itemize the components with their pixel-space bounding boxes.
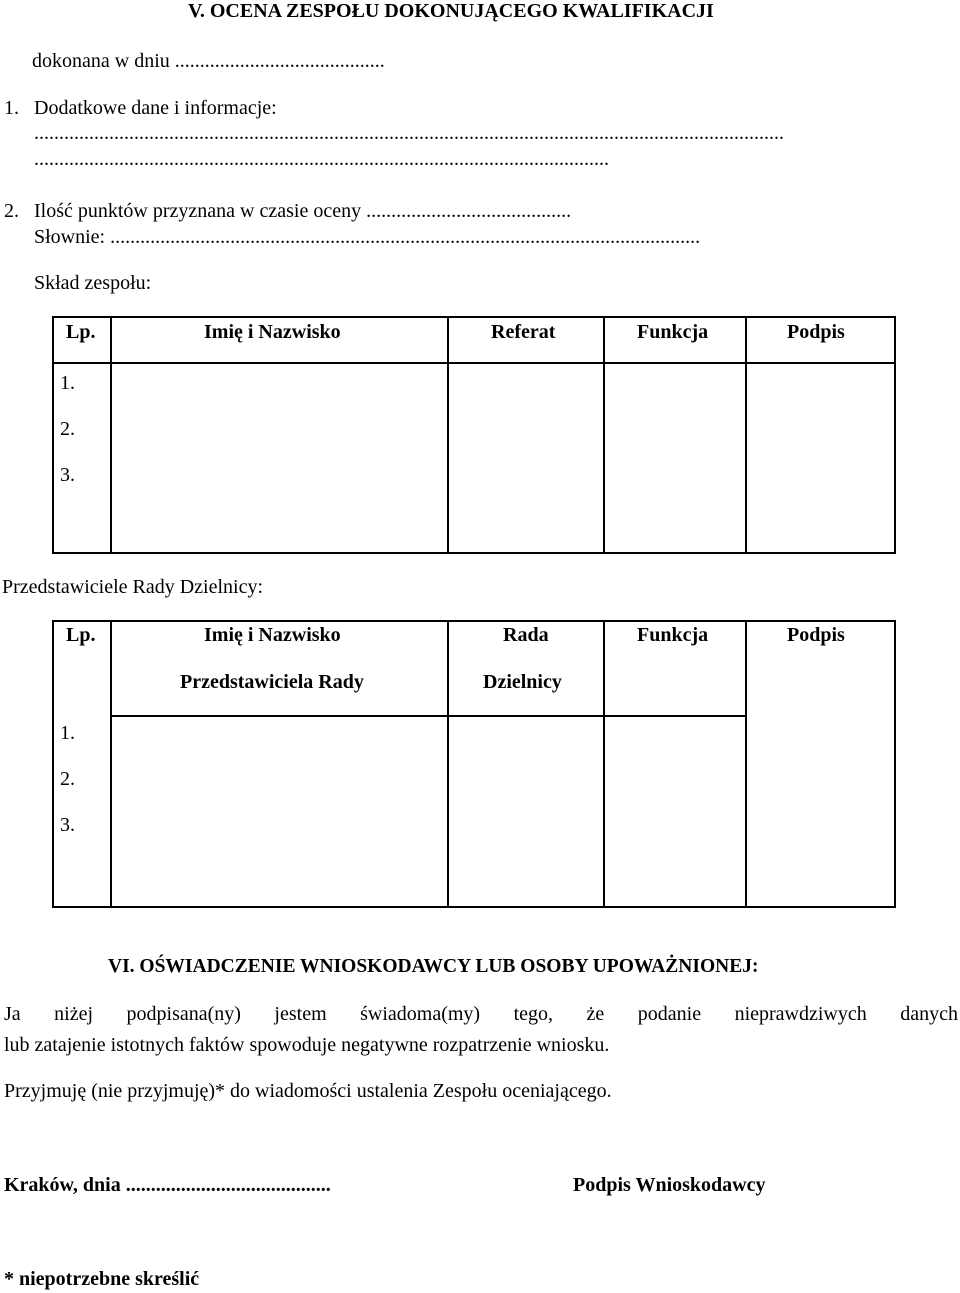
item1-dots-line2: ................................................................................................................... [34, 148, 609, 170]
statement-word: podanie [637, 1003, 702, 1025]
reps-col-name[interactable] [111, 621, 448, 907]
statement-line2: lub zatajenie istotnych faktów spowoduje negatywne rozpatrzenie wniosku. [4, 1034, 610, 1056]
reps-header-podpis: Podpis [787, 624, 845, 646]
reps-col-podpis[interactable] [746, 621, 895, 907]
statement-word: niżej [54, 1003, 94, 1025]
statement-word: podpisana(ny) [126, 1003, 241, 1025]
applicant-signature-label: Podpis Wnioskodawcy [573, 1174, 766, 1196]
team-table [52, 316, 896, 554]
team-cell-funkcja[interactable] [604, 363, 746, 553]
team-header-lp: Lp. [53, 317, 111, 363]
slownie-line: Słownie: ...................................................................................................................... [34, 226, 701, 248]
acceptance-text: Przyjmuję (nie przyjmuję)* do wiadomości ustalenia Zespołu oceniającego. [4, 1080, 612, 1102]
team-cell-name[interactable] [111, 363, 448, 553]
team-header-podpis: Podpis [746, 317, 895, 363]
statement-word: danych [900, 1003, 958, 1025]
reps-row-1: 1. [60, 722, 75, 744]
date-line: dokonana w dniu .......................................... [32, 50, 385, 72]
statement-word: jestem [274, 1003, 327, 1025]
team-cell-podpis[interactable] [746, 363, 895, 553]
reps-row-3: 3. [60, 814, 75, 836]
team-header-funkcja: Funkcja [604, 317, 746, 363]
reps-col-rada[interactable] [448, 621, 604, 907]
place-date-line: Kraków, dnia ......................................... [4, 1174, 331, 1196]
team-rows-lp [53, 363, 111, 553]
footnote: * niepotrzebne skreślić [4, 1268, 200, 1290]
reps-header-rada-1: Rada [503, 624, 549, 646]
statement-word: Ja [4, 1003, 21, 1025]
team-row-1: 1. [60, 372, 75, 394]
item2-text: Ilość punktów przyznana w czasie oceny ......................................... [34, 200, 572, 222]
item2-label: 2. [4, 200, 19, 222]
statement-word: nieprawdziwych [734, 1003, 867, 1025]
item1-dots-line1: ...................................................................................................................................................... [34, 122, 784, 144]
reps-header-name-1: Imię i Nazwisko [204, 624, 341, 646]
reps-col-funkcja[interactable] [604, 621, 746, 907]
reps-header-lp: Lp. [66, 624, 96, 646]
reps-header-name-2: Przedstawiciela Rady [180, 671, 364, 693]
team-header-name: Imię i Nazwisko [111, 317, 448, 363]
section-v-title: V. OCENA ZESPOŁU DOKONUJĄCEGO KWALIFIKACJI [188, 0, 714, 22]
reps-header-funkcja: Funkcja [637, 624, 709, 646]
reps-col-lp [53, 621, 111, 907]
team-label: Skład zespołu: [34, 272, 152, 294]
team-header-referat: Referat [448, 317, 604, 363]
statement-word: świadoma(my) [360, 1003, 481, 1025]
reps-row-2: 2. [60, 768, 75, 790]
statement-line1 [4, 1003, 958, 1026]
statement-word: że [586, 1003, 605, 1025]
reps-header-rada-2: Dzielnicy [483, 671, 562, 693]
team-row-2: 2. [60, 418, 75, 440]
statement-word: tego, [513, 1003, 554, 1025]
item1-text: Dodatkowe dane i informacje: [34, 97, 277, 119]
item1-label: 1. [4, 97, 19, 119]
team-cell-referat[interactable] [448, 363, 604, 553]
reps-label: Przedstawiciele Rady Dzielnicy: [2, 576, 264, 598]
team-row-3: 3. [60, 464, 75, 486]
reps-table [52, 620, 896, 908]
section-vi-title: VI. OŚWIADCZENIE WNIOSKODAWCY LUB OSOBY UPOWAŻNIONEJ: [108, 956, 759, 977]
